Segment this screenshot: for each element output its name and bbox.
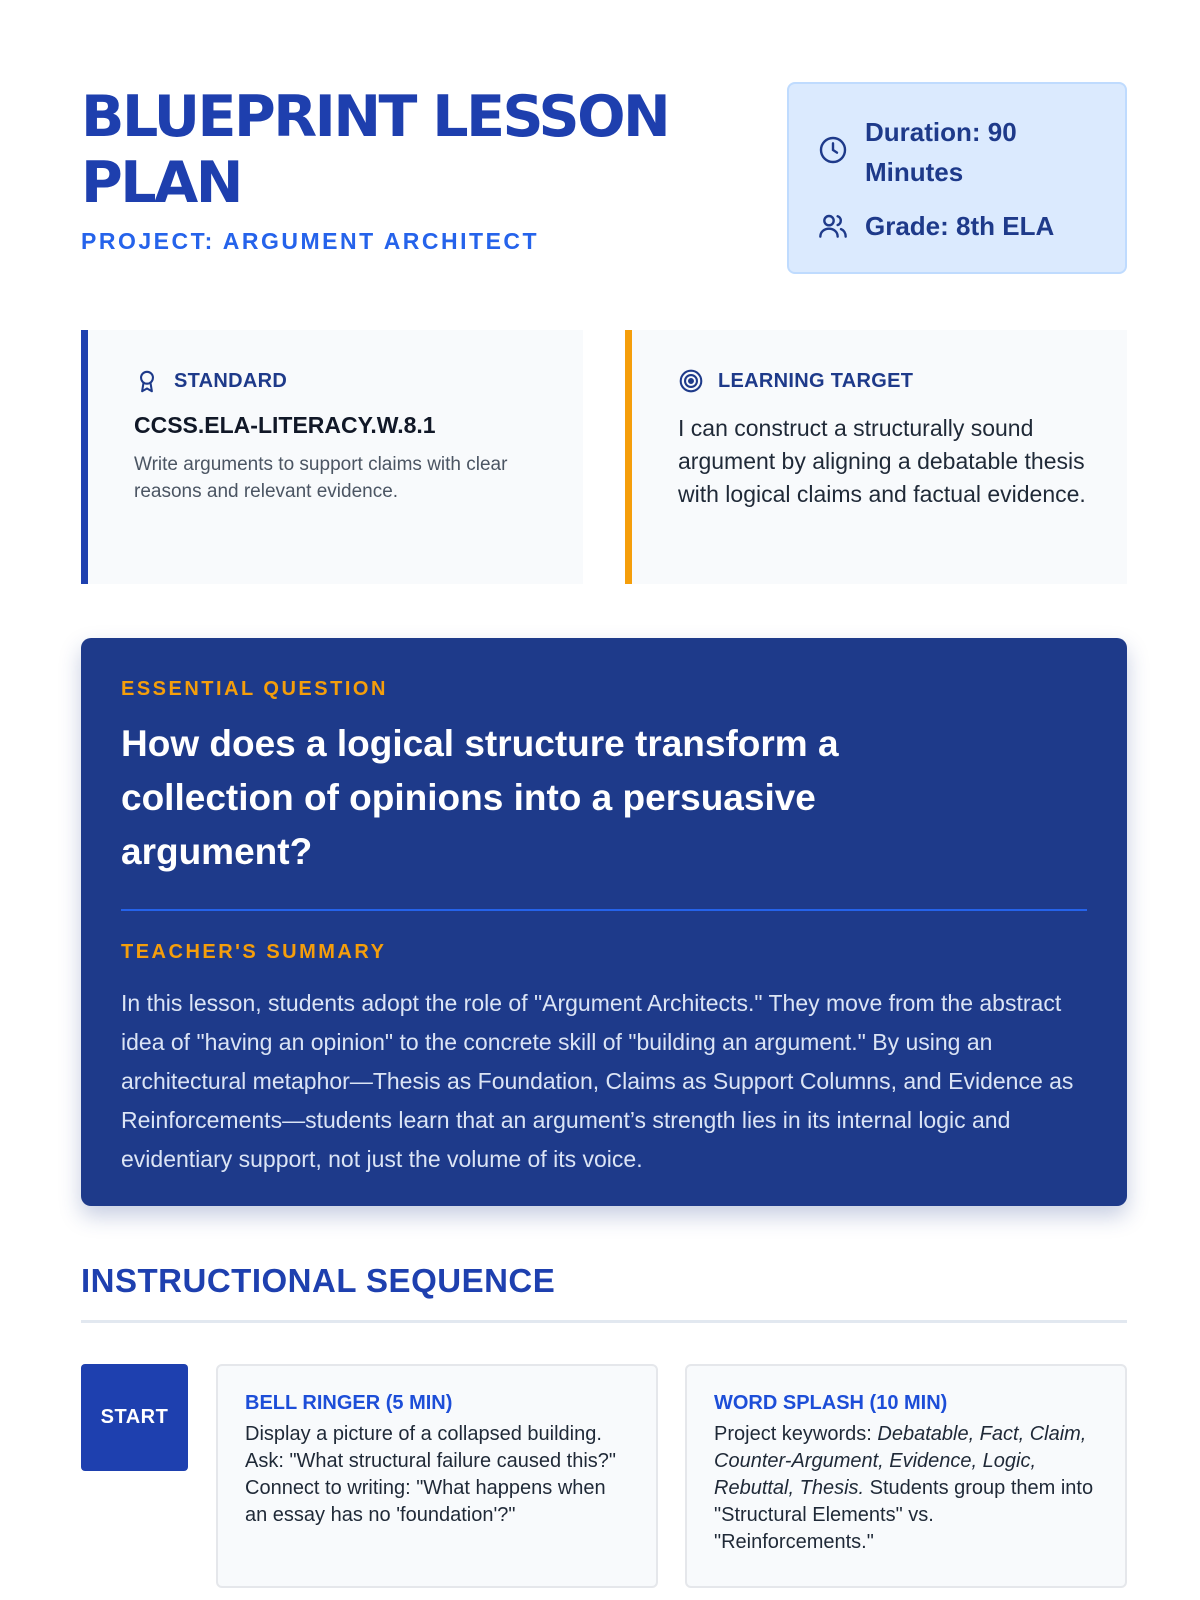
target-icon [678, 368, 704, 394]
standard-label: STANDARD [174, 369, 288, 392]
lesson-meta-box [787, 82, 1127, 274]
standard-code: CCSS.ELA-LITERACY.W.8.1 [134, 412, 436, 438]
teacher-summary-text: In this lesson, students adopt the role of "Argument Architects." They move from the abstract idea of "having an opinion" to the concrete skill of "building an argument." By using an architectural metaphor—Thesis as Foundation, Claims as Support Columns, and Evidence as Reinforcements—students learn that an argument’s strength lies in its internal logic and evidentiary support, not just the volume of its voice. [121, 990, 1074, 1172]
step-title: WORD SPLASH (10 MIN) [714, 1392, 948, 1414]
learning-target-heading [678, 368, 1091, 394]
step-body: Display a picture of a collapsed building. Ask: "What structural failure caused this?" Connect to writing: "What happens when an essay has no 'foundation'?" [245, 1423, 617, 1526]
grade-text: Grade: 8th ELA [865, 211, 1055, 241]
sequence-divider [81, 1320, 1127, 1323]
project-subtitle: PROJECT: ARGUMENT ARCHITECT [81, 228, 540, 254]
duration-row [817, 112, 1125, 192]
grade-row [817, 206, 1125, 246]
standard-heading [134, 368, 547, 394]
users-icon [817, 210, 849, 242]
learning-target-card [625, 330, 1127, 584]
step-card-word-splash [685, 1364, 1127, 1588]
sequence-title: INSTRUCTIONAL SEQUENCE [81, 1262, 556, 1299]
step-keywords: Debatable, Fact, Claim, Counter-Argument, Evidence, Logic, Rebuttal, Thesis. [714, 1423, 1087, 1499]
standard-card [81, 330, 583, 584]
essential-question-label: ESSENTIAL QUESTION [121, 678, 388, 700]
essential-question-panel [81, 638, 1127, 1206]
start-badge: START [81, 1364, 188, 1471]
page-title: BLUEPRINT LESSON PLAN [81, 84, 669, 216]
step-card-bell-ringer [216, 1364, 658, 1588]
learning-target-label: LEARNING TARGET [718, 369, 914, 392]
panel-divider [121, 909, 1087, 911]
step-title: BELL RINGER (5 MIN) [245, 1392, 453, 1414]
step-body-suffix: Students group them into "Structural Elements" vs. "Reinforcements." [714, 1477, 1094, 1553]
step-body-prefix: Project keywords: [714, 1423, 878, 1445]
clock-icon [817, 134, 849, 166]
header [81, 84, 721, 255]
essential-question-text: How does a logical structure transform a collection of opinions into a persuasive argument? [121, 723, 839, 872]
duration-text: Duration: 90 Minutes [865, 117, 1017, 187]
award-icon [134, 368, 160, 394]
learning-target-text: I can construct a structurally sound argument by aligning a debatable thesis with logical claims and factual evidence. [678, 415, 1086, 507]
teacher-summary-label: TEACHER'S SUMMARY [121, 941, 387, 963]
step-body [714, 1421, 1099, 1556]
standard-description: Write arguments to support claims with clear reasons and relevant evidence. [134, 454, 508, 502]
